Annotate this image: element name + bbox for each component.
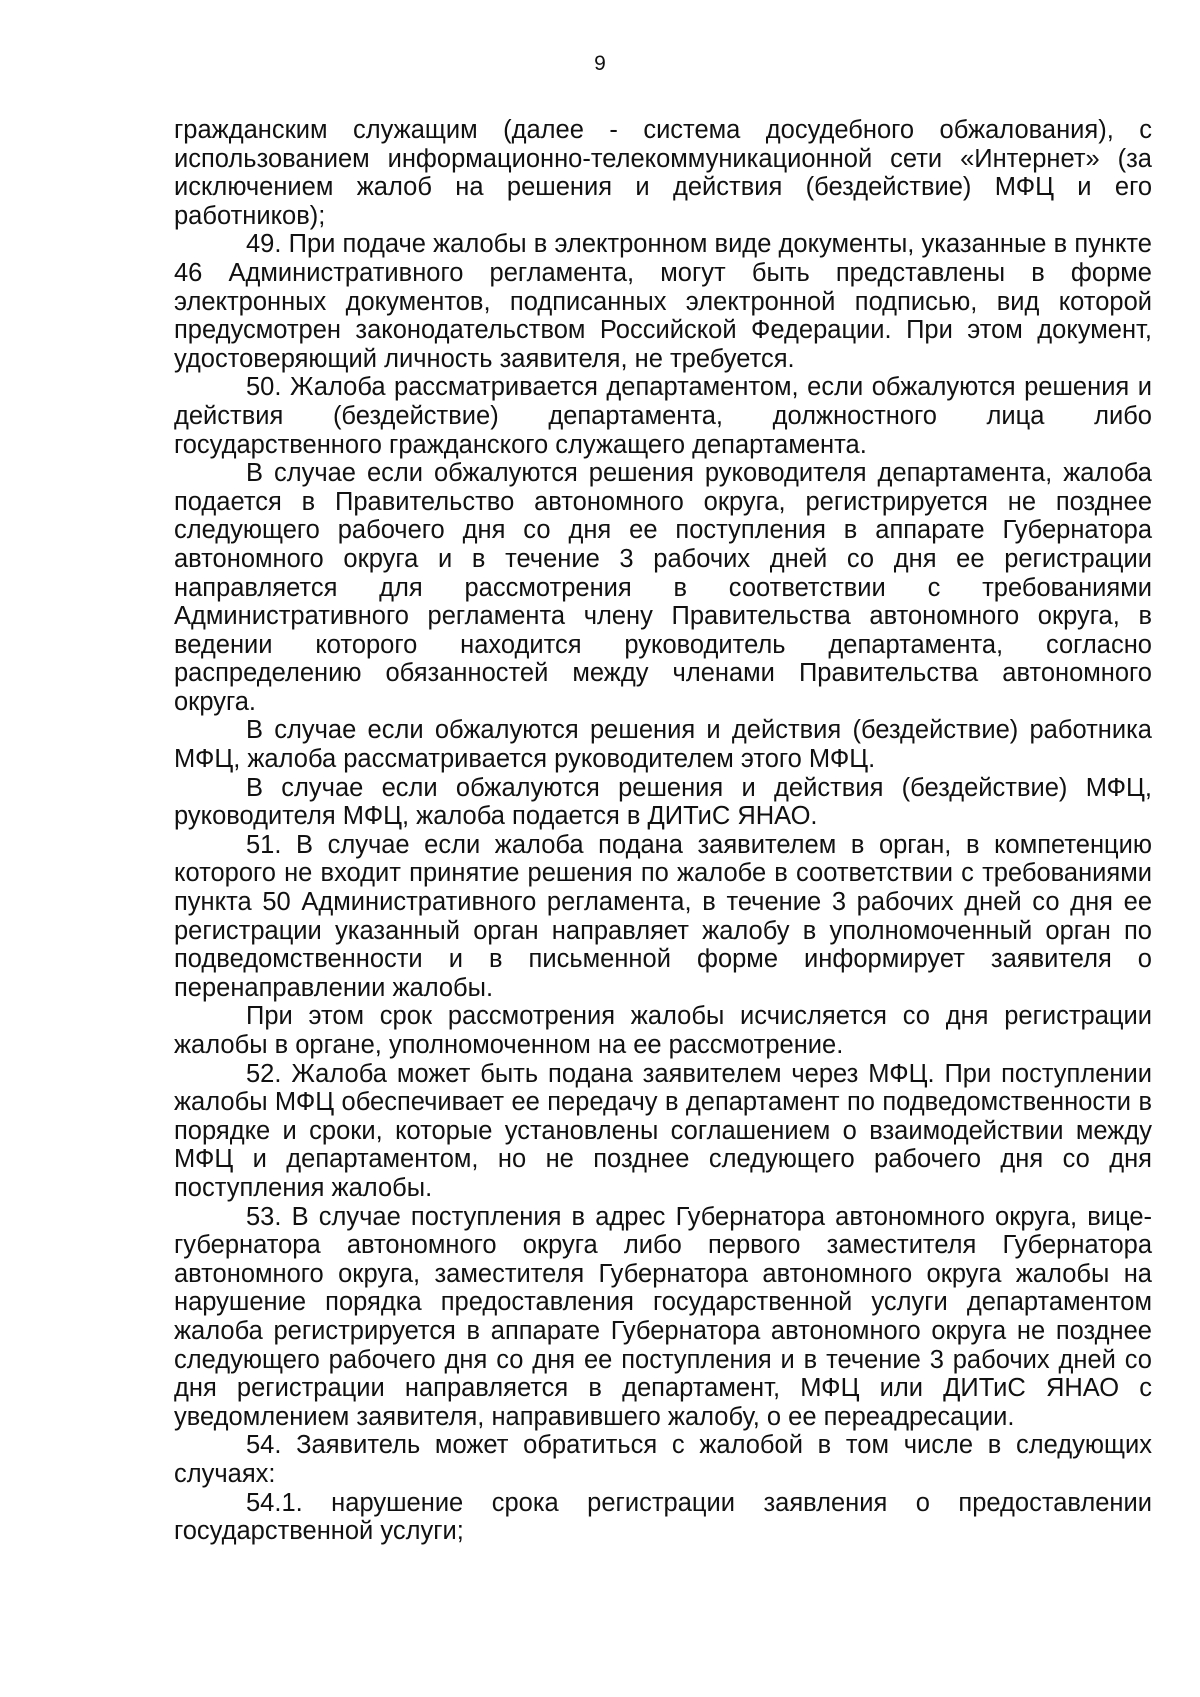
paragraph-51-term: При этом срок рассмотрения жалобы исчисляется со дня регистрации жалобы в органе, уполномоченном на ее рассмотрение. [174, 1002, 1152, 1059]
paragraph-50-head-complaint: В случае если обжалуются решения руководителя департамента, жалоба подается в Правительство автономного округа, регистрируется не позднее следующего рабочего дня со дня ее поступления в аппарате Губернатора автономного округа и в течение 3 рабочих дней со дня ее регистрации направляется для рассмотрения в соответствии с требованиями Административного регламента члену Правительства автономного округа, в ведении которого находится руководитель департамента, согласно распределению обязанностей между членами Правительства автономного округа. [174, 459, 1152, 716]
paragraph-item-53: 53. В случае поступления в адрес Губернатора автономного округа, вице-губернатора автономного округа либо первого заместителя Губернатора автономного округа, заместителя Губернатора автономного округа жалобы на нарушение порядка предоставления государственной услуги департаментом жалоба регистрируется в аппарате Губернатора автономного округа не позднее следующего рабочего дня со дня ее поступления и в течение 3 рабочих дней со дня регистрации направляется в департамент, МФЦ или ДИТиС ЯНАО с уведомлением заявителя, направившего жалобу, о ее переадресации. [174, 1202, 1152, 1431]
document-body [174, 116, 1152, 1546]
paragraph-50-mfc-worker: В случае если обжалуются решения и действия (бездействие) работника МФЦ, жалоба рассматривается руководителем этого МФЦ. [174, 716, 1152, 774]
paragraph-item-51: 51. В случае если жалоба подана заявителем в орган, в компетенцию которого не входит принятие решения по жалобе в соответствии с требованиями пункта 50 Административного регламента, в течение 3 рабочих дней со дня ее регистрации указанный орган направляет жалобу в уполномоченный орган по подведомственности и в письменной форме информирует заявителя о перенаправлении жалобы. [174, 830, 1152, 1002]
paragraph-item-54: 54. Заявитель может обратиться с жалобой в том числе в следующих случаях: [174, 1431, 1152, 1488]
paragraph-item-50: 50. Жалоба рассматривается департаментом, если обжалуются решения и действия (бездействие) департамента, должностного лица либо государственного гражданского служащего департамента. [174, 373, 1152, 459]
paragraph-item-54-1: 54.1. нарушение срока регистрации заявления о предоставлении государственной услуги; [174, 1488, 1152, 1546]
paragraph-50-mfc-head: В случае если обжалуются решения и действия (бездействие) МФЦ, руководителя МФЦ, жалоба подается в ДИТиС ЯНАО. [174, 773, 1152, 831]
paragraph-continuation: гражданским служащим (далее - система досудебного обжалования), с использованием информационно-телекоммуникационной сети «Интернет» (за исключением жалоб на решения и действия (бездействие) МФЦ и его работников); [174, 116, 1152, 230]
page-number: 9 [594, 52, 606, 75]
paragraph-item-52: 52. Жалоба может быть подана заявителем через МФЦ. При поступлении жалобы МФЦ обеспечивает ее передачу в департамент по подведомственности в порядке и сроки, которые установлены соглашением о взаимодействии между МФЦ и департаментом, но не позднее следующего рабочего дня со дня поступления жалобы. [174, 1059, 1152, 1202]
paragraph-item-49: 49. При подаче жалобы в электронном виде документы, указанные в пункте 46 Административного регламента, могут быть представлены в форме электронных документов, подписанных электронной подписью, вид которой предусмотрен законодательством Российской Федерации. При этом документ, удостоверяющий личность заявителя, не требуется. [174, 230, 1152, 373]
